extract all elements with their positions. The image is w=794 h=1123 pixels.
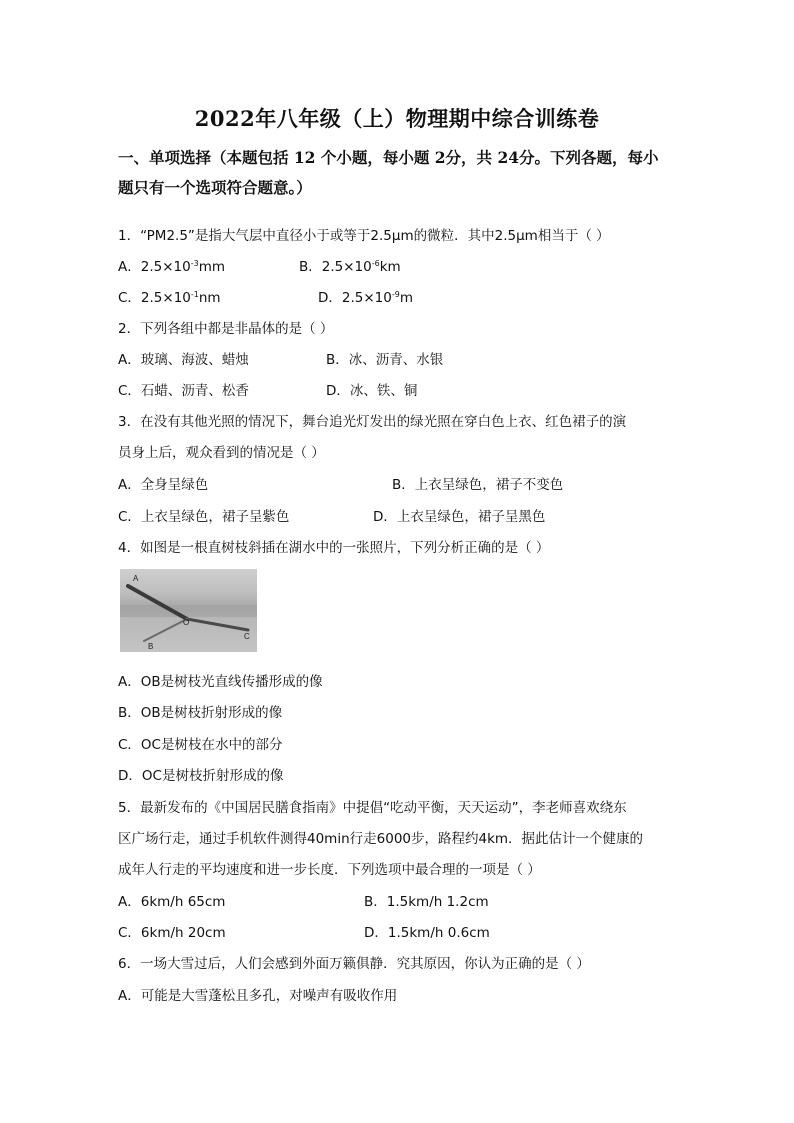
option-d-base: D．2.5×10 [318, 290, 392, 306]
option-d-exponent: -9 [391, 290, 400, 299]
question-6-option-a: A．可能是大雪蓬松且多孔，对噪声有吸收作用 [118, 988, 398, 1004]
question-2-stem: 2．下列各组中都是非晶体的是（ ） [118, 321, 334, 337]
question-4-option-d: D．OC是树枝折射形成的像 [118, 768, 284, 784]
question-4-option-b: B．OB是树枝折射形成的像 [118, 705, 283, 721]
question-3-stem-line-2: 员身上后，观众看到的情况是（ ） [118, 445, 325, 461]
page-title: 2022年八年级（上）物理期中综合训练卷 [194, 106, 600, 131]
option-b-exponent: -6 [371, 259, 380, 268]
option-d-unit: m [399, 290, 413, 306]
section-heading-line-2: 题只有一个选项符合题意。） [118, 178, 312, 197]
option-a-exponent: -3 [190, 259, 199, 268]
question-3-option-b: B．上衣呈绿色，裙子不变色 [392, 477, 564, 493]
question-2-option-a: A．玻璃、海波、蜡烛 [118, 352, 249, 368]
question-2-option-d: D．冰、铁、铜 [326, 383, 418, 399]
option-c-unit: nm [198, 290, 221, 306]
section-heading-line-1: 一、单项选择（本题包括 12 个小题，每小题 2分，共 24分。下列各题，每小 [118, 148, 659, 167]
question-5-option-c: C．6km/h 20cm [118, 925, 226, 941]
question-5-stem-line-1: 5．最新发布的《中国居民膳食指南》中提倡“吃动平衡，天天运动”，李老师喜欢绕东 [118, 800, 627, 816]
photo-label-c: C [244, 632, 250, 641]
branch-segment-oc [187, 619, 248, 630]
option-b-base: B．2.5×10 [299, 259, 372, 275]
question-1-option-c [118, 286, 221, 306]
question-1-option-d [318, 286, 413, 306]
section-heading [118, 143, 678, 203]
question-4-option-c: C．OC是树枝在水中的部分 [118, 737, 283, 753]
option-b-unit: km [379, 259, 401, 275]
question-4-stem: 4．如图是一根直树枝斜插在湖水中的一张照片，下列分析正确的是（ ） [118, 540, 550, 556]
question-2-option-c: C．石蜡、沥青、松香 [118, 383, 249, 399]
question-5-option-b: B．1.5km/h 1.2cm [364, 894, 489, 910]
question-6-stem: 6．一场大雪过后，人们会感到外面万籁俱静．究其原因，你认为正确的是（ ） [118, 956, 590, 972]
question-3-stem-line-1: 3．在没有其他光照的情况下，舞台追光灯发出的绿光照在穿白色上衣、红色裙子的演 [118, 414, 627, 430]
option-a-base: A．2.5×10 [118, 259, 191, 275]
question-1-stem: 1．“PM2.5”是指大气层中直径小于或等于2.5μm的微粒．其中2.5μm相当于（ ） [118, 228, 610, 244]
question-3-option-d: D．上衣呈绿色，裙子呈黑色 [373, 509, 546, 525]
photo-label-o: O [183, 618, 190, 627]
photo-label-a: A [133, 574, 139, 583]
water-surface-band [120, 605, 257, 617]
question-1-option-b [299, 255, 401, 275]
question-4-option-a: A．OB是树枝光直线传播形成的像 [118, 674, 323, 690]
question-3-option-a: A．全身呈绿色 [118, 477, 209, 493]
branch-in-water-photo [120, 569, 257, 652]
question-5-option-a: A．6km/h 65cm [118, 894, 226, 910]
option-c-exponent: -1 [190, 290, 199, 299]
question-5-stem-line-3: 成年人行走的平均速度和进一步长度．下列选项中最合理的一项是（ ） [118, 862, 541, 878]
branch-segment-ob [144, 618, 190, 641]
branch-photo-drawing [120, 569, 257, 652]
question-3-option-c: C．上衣呈绿色，裙子呈紫色 [118, 509, 290, 525]
question-2-option-b: B．冰、沥青、水银 [326, 352, 444, 368]
option-c-base: C．2.5×10 [118, 290, 191, 306]
question-1-option-a [118, 255, 225, 275]
question-5-stem-line-2: 区广场行走，通过手机软件测得40min行走6000步，路程约4km．据此估计一个健康的 [118, 831, 644, 847]
photo-label-b: B [148, 642, 154, 651]
question-5-option-d: D．1.5km/h 0.6cm [364, 925, 490, 941]
option-a-unit: mm [198, 259, 225, 275]
